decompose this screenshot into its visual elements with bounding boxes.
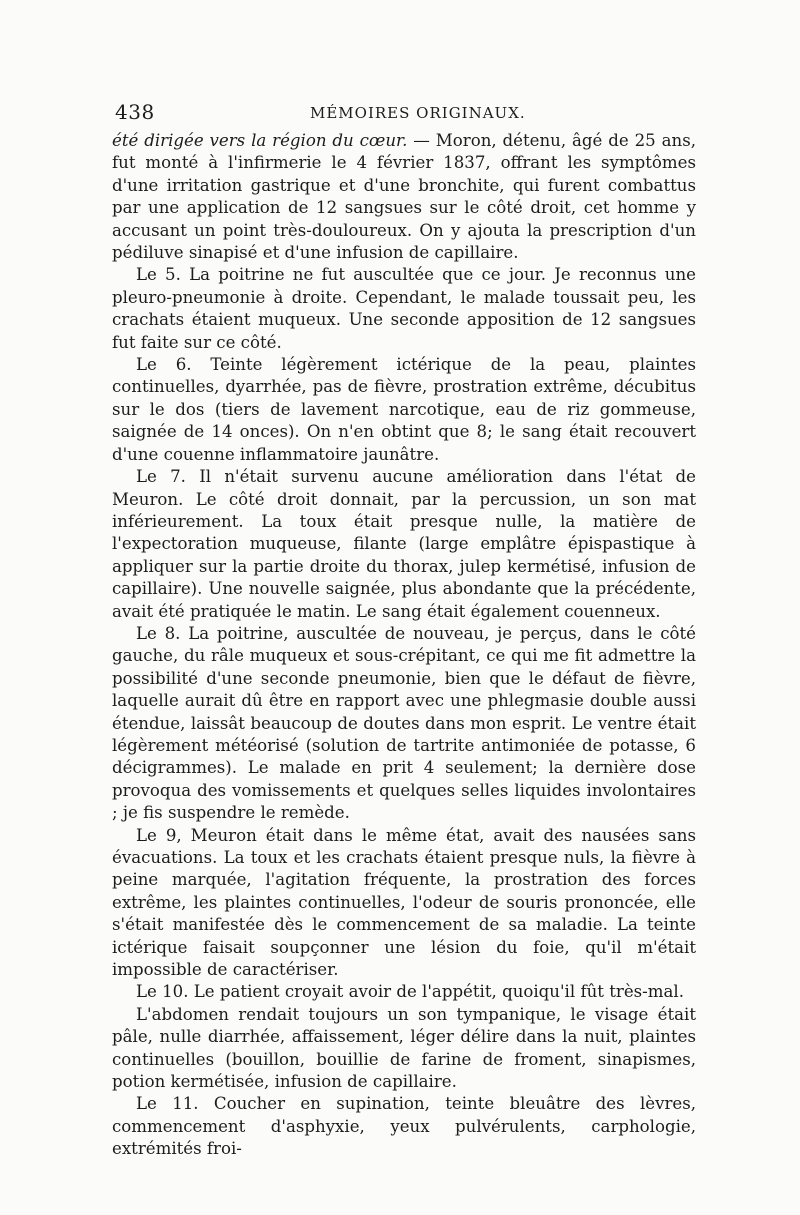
italic-lead: été dirigée vers la région du cœur. [112,131,408,150]
paragraph: Le 11. Coucher en supination, teinte bleuâtre des lèvres, commencement d'asphyxie, yeux pulvérulents, carphologie, extrémités froi- [112,1094,696,1159]
page-header [112,96,696,130]
paragraph: Le 5. La poitrine ne fut auscultée que ce jour. Je reconnus une pleuro-pneumonie à droite. Cependant, le malade toussait peu, les crachats étaient muqueux. Une seconde apposition de 12 sangsues fut faite sur ce côté. [112,265,696,352]
book-page [112,96,696,1161]
paragraph: Le 7. Il n'était survenu aucune amélioration dans l'état de Meuron. Le côté droit donnait, par la percussion, un son mat inférieurement. La toux était presque nulle, la matière de l'expectoration muqueuse, filante (large emplâtre épispastique à appliquer sur la partie droite du thorax, julep kermétisé, infusion de capillaire). Une nouvelle saignée, plus abondante que la précédente, avait été pratiquée le matin. Le sang était également couenneux. [112,467,696,621]
running-title: MÉMOIRES ORIGINAUX. [310,104,526,122]
paragraph-text: — Moron, détenu, âgé de 25 ans, fut monté à l'infirmerie le 4 février 1837, offrant les symptômes d'une irritation gastrique et d'une bronchite, qui furent combattus par une application de 12 sangsues sur le côté droit, cet homme y accusant un point très-douloureux. On y ajouta la prescription d'un pédiluve sinapisé et d'une infusion de capillaire. [112,131,696,263]
paragraph: Le 6. Teinte légèrement ictérique de la peau, plaintes continuelles, dyarrhée, pas de fièvre, prostration extrême, décubitus sur le dos (tiers de lavement narcotique, eau de riz gommeuse, saignée de 14 onces). On n'en obtint que 8; le sang était recouvert d'une couenne inflammatoire jaunâtre. [112,355,696,464]
paragraph [112,130,696,264]
page-number: 438 [115,100,155,124]
body-text [112,130,696,1161]
paragraph: Le 9, Meuron était dans le même état, avait des nausées sans évacuations. La toux et les crachats étaient presque nuls, la fièvre à peine marquée, l'agitation fréquente, la prostration des forces extrême, les plaintes continuelles, l'odeur de souris prononcée, elle s'était manifestée dès le commencement de sa maladie. La teinte ictérique faisait soupçonner une lésion du foie, qu'il m'était impossible de caractériser. [112,825,696,980]
paragraph: L'abdomen rendait toujours un son tympanique, le visage était pâle, nulle diarrhée, affaissement, léger délire dans la nuit, plaintes continuelles (bouillon, bouillie de farine de froment, sinapismes, potion kermétisée, infusion de capillaire. [112,1004,696,1092]
paragraph: Le 10. Le patient croyait avoir de l'appétit, quoiqu'il fût très-mal. [136,982,684,1002]
paragraph: Le 8. La poitrine, auscultée de nouveau, je perçus, dans le côté gauche, du râle muqueux et sous-crépitant, ce qui me fit admettre la possibilité d'une seconde pneumonie, bien que le défaut de fièvre, laquelle aurait dû être en rapport avec une phlegmasie double aussi étendue, laissât beaucoup de doutes dans mon esprit. Le ventre était légèrement météorisé (solution de tartrite antimoniée de potasse, 6 décigrammes). Le malade en prit 4 seulement; la dernière dose provoqua des vomissements et quelques selles liquides involontaires ; je fis suspendre le remède. [112,623,696,823]
